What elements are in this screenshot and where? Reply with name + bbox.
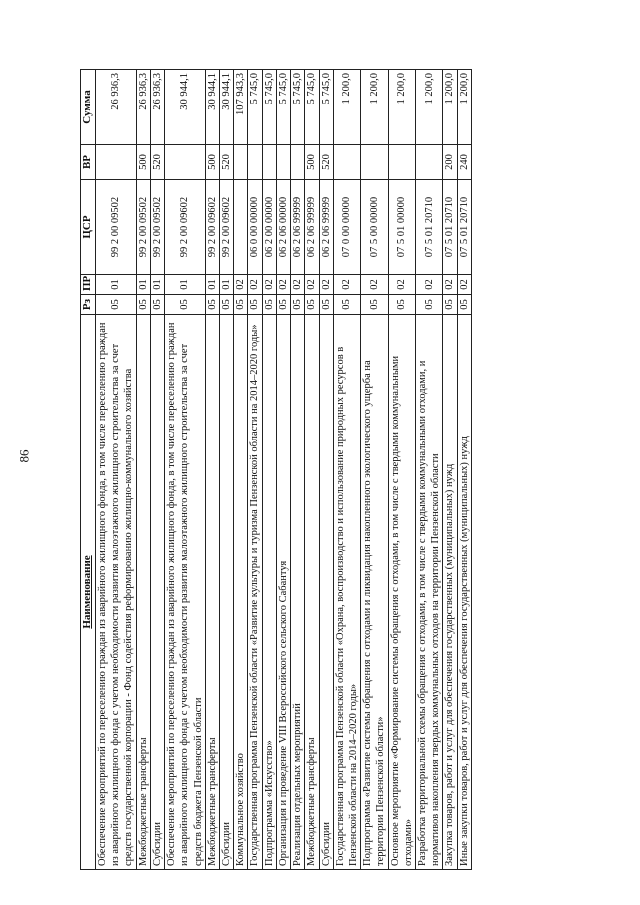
- row-csr: 99 2 00 09502: [150, 180, 164, 275]
- row-csr: 06 2 06 99999: [319, 180, 333, 275]
- row-name: Закупка товаров, работ и услуг для обеспечения государственных (муниципальных) нужд: [443, 315, 457, 870]
- row-vr: 520: [219, 145, 233, 180]
- row-name: Коммунальное хозяйство: [234, 315, 248, 870]
- row-sum: 26 936,3: [150, 70, 164, 145]
- row-csr: 07 5 01 20710: [416, 180, 443, 275]
- table-row: [305, 70, 319, 870]
- row-rz: 05: [248, 295, 262, 315]
- row-pr: 02: [291, 275, 305, 295]
- table-row: [234, 70, 248, 870]
- row-vr: [388, 145, 415, 180]
- row-csr: 06 0 00 00000: [248, 180, 262, 275]
- row-pr: 01: [165, 275, 206, 295]
- row-name: Межбюджетные трансферты: [136, 315, 150, 870]
- row-sum: 5 745,0: [276, 70, 290, 145]
- row-pr: 02: [333, 275, 360, 295]
- row-vr: [96, 145, 137, 180]
- row-name: Государственная программа Пензенской области «Развитие культуры и туризма Пензенской области на 2014–2020 годы»: [248, 315, 262, 870]
- row-sum: 1 200,0: [443, 70, 457, 145]
- row-sum: 107 943,3: [234, 70, 248, 145]
- row-csr: 06 2 06 00000: [276, 180, 290, 275]
- row-sum: 30 944,1: [165, 70, 206, 145]
- row-pr: 02: [416, 275, 443, 295]
- row-name: Субсидии: [219, 315, 233, 870]
- row-vr: 520: [150, 145, 164, 180]
- row-rz: 05: [443, 295, 457, 315]
- row-pr: 02: [234, 275, 248, 295]
- table-row: [136, 70, 150, 870]
- row-rz: 05: [205, 295, 219, 315]
- row-vr: [361, 145, 388, 180]
- row-sum: 1 200,0: [333, 70, 360, 145]
- row-csr: 07 5 00 00000: [361, 180, 388, 275]
- row-sum: 5 745,0: [319, 70, 333, 145]
- table-header-row: [81, 70, 96, 870]
- row-rz: 05: [165, 295, 206, 315]
- row-rz: 05: [234, 295, 248, 315]
- row-vr: [234, 145, 248, 180]
- table-row: [457, 70, 471, 870]
- row-name: Субсидии: [150, 315, 164, 870]
- row-csr: 99 2 00 09602: [165, 180, 206, 275]
- row-sum: 30 944,1: [205, 70, 219, 145]
- row-pr: 02: [361, 275, 388, 295]
- row-csr: 06 2 00 00000: [262, 180, 276, 275]
- row-name: Разработка территориальной схемы обращения с отходами, в том числе с твердыми коммунальными отходами, и нормативов накопления твердых коммунальных отходов на территории Пензенской области: [416, 315, 443, 870]
- row-sum: 5 745,0: [262, 70, 276, 145]
- row-vr: [276, 145, 290, 180]
- row-name: Субсидии: [319, 315, 333, 870]
- row-vr: [248, 145, 262, 180]
- row-name: Реализация отдельных мероприятий: [291, 315, 305, 870]
- row-name: Обеспечение мероприятий по переселению граждан из аварийного жилищного фонда, в том числе переселению граждан из аварийного жилищного фонда с учетом необходимости развития малоэтажного жилищного строительства за счет средств бюджета Пензенской области: [165, 315, 206, 870]
- table-row: [361, 70, 388, 870]
- header-pr: ПР: [81, 275, 96, 295]
- row-vr: 500: [305, 145, 319, 180]
- row-csr: 07 0 00 00000: [333, 180, 360, 275]
- table-row: [150, 70, 164, 870]
- row-pr: 01: [150, 275, 164, 295]
- row-rz: 05: [96, 295, 137, 315]
- row-rz: 05: [457, 295, 471, 315]
- row-rz: 05: [291, 295, 305, 315]
- row-rz: 05: [276, 295, 290, 315]
- row-vr: 500: [136, 145, 150, 180]
- row-rz: 05: [361, 295, 388, 315]
- row-name: Межбюджетные трансферты: [205, 315, 219, 870]
- row-pr: 02: [276, 275, 290, 295]
- row-pr: 02: [248, 275, 262, 295]
- table-row: [291, 70, 305, 870]
- budget-table: [80, 69, 472, 870]
- header-rz: Рз: [81, 295, 96, 315]
- row-rz: 05: [416, 295, 443, 315]
- row-sum: 5 745,0: [291, 70, 305, 145]
- row-vr: [416, 145, 443, 180]
- row-sum: 1 200,0: [388, 70, 415, 145]
- header-csr: ЦСР: [81, 180, 96, 275]
- row-sum: 26 936,3: [136, 70, 150, 145]
- row-pr: 02: [319, 275, 333, 295]
- page-number: 86: [16, 449, 32, 463]
- header-vr: ВР: [81, 145, 96, 180]
- row-csr: 06 2 06 99999: [291, 180, 305, 275]
- row-name: Подпрограмма «Искусство»: [262, 315, 276, 870]
- row-name: Межбюджетные трансферты: [305, 315, 319, 870]
- row-vr: [291, 145, 305, 180]
- row-pr: 02: [443, 275, 457, 295]
- row-csr: 99 2 00 09602: [205, 180, 219, 275]
- row-vr: [262, 145, 276, 180]
- row-vr: 240: [457, 145, 471, 180]
- row-rz: 05: [388, 295, 415, 315]
- row-name: Основное мероприятие «Формирование системы обращения с отходами, в том числе с твердыми коммунальными отходами»: [388, 315, 415, 870]
- row-csr: 06 2 06 99999: [305, 180, 319, 275]
- table-row: [248, 70, 262, 870]
- rotated-table-container: [80, 70, 625, 870]
- row-vr: 200: [443, 145, 457, 180]
- table-row: [416, 70, 443, 870]
- row-csr: 07 5 01 20710: [457, 180, 471, 275]
- header-name: Наименование: [81, 315, 96, 870]
- table-row: [443, 70, 457, 870]
- row-rz: 05: [219, 295, 233, 315]
- table-row: [333, 70, 360, 870]
- row-vr: 520: [319, 145, 333, 180]
- row-sum: 1 200,0: [361, 70, 388, 145]
- row-vr: 500: [205, 145, 219, 180]
- row-sum: 26 936,3: [96, 70, 137, 145]
- row-pr: 02: [305, 275, 319, 295]
- row-rz: 05: [150, 295, 164, 315]
- table-row: [276, 70, 290, 870]
- row-pr: 01: [219, 275, 233, 295]
- table-row: [96, 70, 137, 870]
- row-pr: 02: [457, 275, 471, 295]
- row-vr: [165, 145, 206, 180]
- row-pr: 02: [388, 275, 415, 295]
- row-name: Организация и проведение VIII Всероссийского сельского Сабантуя: [276, 315, 290, 870]
- table-row: [262, 70, 276, 870]
- row-sum: 5 745,0: [305, 70, 319, 145]
- row-sum: 1 200,0: [457, 70, 471, 145]
- row-name: Подпрограмма «Развитие системы обращения с отходами и ликвидация накопленного экологического ущерба на территории Пензенской области»: [361, 315, 388, 870]
- table-row: [219, 70, 233, 870]
- row-vr: [333, 145, 360, 180]
- table-body: [96, 70, 472, 870]
- row-name: Иные закупки товаров, работ и услуг для обеспечения государственных (муниципальных) нужд: [457, 315, 471, 870]
- row-pr: 01: [205, 275, 219, 295]
- row-pr: 01: [96, 275, 137, 295]
- table-row: [319, 70, 333, 870]
- row-sum: 30 944,1: [219, 70, 233, 145]
- row-rz: 05: [333, 295, 360, 315]
- row-pr: 01: [136, 275, 150, 295]
- row-rz: 05: [136, 295, 150, 315]
- table-row: [205, 70, 219, 870]
- row-rz: 05: [319, 295, 333, 315]
- row-sum: 5 745,0: [248, 70, 262, 145]
- row-sum: 1 200,0: [416, 70, 443, 145]
- table-row: [165, 70, 206, 870]
- row-csr: 99 2 00 09602: [219, 180, 233, 275]
- row-rz: 05: [262, 295, 276, 315]
- row-csr: 07 5 01 20710: [443, 180, 457, 275]
- row-rz: 05: [305, 295, 319, 315]
- header-sum: Сумма: [81, 70, 96, 145]
- row-csr: 07 5 01 00000: [388, 180, 415, 275]
- row-name: Обеспечение мероприятий по переселению граждан из аварийного жилищного фонда, в том числе переселению граждан из аварийного жилищного фонда с учетом необходимости развития малоэтажного жилищного строительства за счет средств государственной корпорации - Фонд содействия реформированию жилищно-коммунального хозяйства: [96, 315, 137, 870]
- row-csr: [234, 180, 248, 275]
- row-csr: 99 2 00 09502: [96, 180, 137, 275]
- table-row: [388, 70, 415, 870]
- row-csr: 99 2 00 09502: [136, 180, 150, 275]
- row-pr: 02: [262, 275, 276, 295]
- row-name: Государственная программа Пензенской области «Охрана, воспроизводство и использование природных ресурсов в Пензенской области на 2014–2020 годы»: [333, 315, 360, 870]
